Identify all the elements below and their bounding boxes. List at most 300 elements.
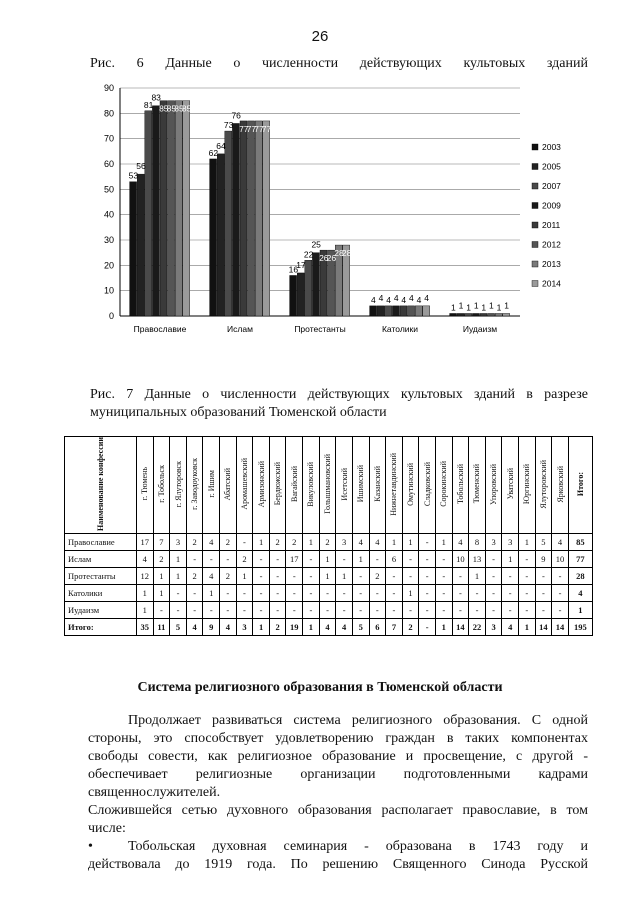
data-label: 4 xyxy=(378,292,384,303)
table-cell: 2 xyxy=(186,534,203,551)
bar xyxy=(488,313,495,316)
paragraph-line: Тобольская духовная семинария - образована в 1743 году и xyxy=(128,839,588,854)
table-cell: - xyxy=(419,568,436,585)
page-number: 26 xyxy=(311,28,329,45)
table-cell: - xyxy=(452,602,469,619)
table-cell: 22 xyxy=(469,619,486,636)
caption-word: действующих xyxy=(359,56,442,71)
table-cell: - xyxy=(303,568,320,585)
column-header-text: Юргинский xyxy=(522,463,532,505)
table-cell: 4 xyxy=(137,551,154,568)
table-cell: 2 xyxy=(269,534,286,551)
figure6-bar-chart xyxy=(80,78,600,348)
data-label: 85 xyxy=(166,103,177,114)
table-cell: - xyxy=(269,585,286,602)
table-cell: 2 xyxy=(286,534,303,551)
x-tick-label: Православие xyxy=(133,324,187,334)
y-tick-label: 30 xyxy=(103,235,114,245)
table-cell: - xyxy=(186,602,203,619)
paragraph-line: обеспечивает религиозные организации подготовленными кадрами xyxy=(88,767,588,782)
table-cell: 1 xyxy=(170,551,187,568)
table-column-header xyxy=(319,437,336,534)
table-cell: - xyxy=(485,568,502,585)
table-cell: 14 xyxy=(552,619,569,636)
data-label: 1 xyxy=(504,300,509,311)
table-cell: - xyxy=(170,602,187,619)
bar xyxy=(263,121,270,316)
data-label: 1 xyxy=(451,302,456,313)
bar xyxy=(423,306,430,316)
legend-swatch xyxy=(532,242,538,248)
row-label: Ислам xyxy=(65,551,137,568)
y-tick-label: 80 xyxy=(103,108,114,119)
table-cell: 1 xyxy=(303,534,320,551)
data-label: 53 xyxy=(128,170,139,181)
table-cell: 12 xyxy=(137,568,154,585)
table-cell: - xyxy=(386,568,403,585)
table-cell: 1 xyxy=(402,534,419,551)
table-cell: - xyxy=(336,602,353,619)
table-cell: - xyxy=(170,585,187,602)
bar xyxy=(240,121,247,316)
table-cell: - xyxy=(452,585,469,602)
legend-swatch xyxy=(532,144,538,150)
table-column-header xyxy=(153,437,170,534)
legend-label: 2009 xyxy=(542,200,561,211)
bar xyxy=(385,306,392,316)
table-cell: - xyxy=(552,602,569,619)
table-cell: - xyxy=(469,602,486,619)
data-label: 28 xyxy=(341,248,352,259)
table-row xyxy=(65,551,593,568)
table-column-header xyxy=(253,437,270,534)
table-cell: 4 xyxy=(568,585,592,602)
table-cell: - xyxy=(386,585,403,602)
table-cell: - xyxy=(535,602,552,619)
table-cell: - xyxy=(369,602,386,619)
y-tick-label: 90 xyxy=(103,83,114,93)
table-column-header xyxy=(170,437,187,534)
paragraph-line: действовала до 1919 года. По решению Священного Синода Русской xyxy=(88,857,588,872)
legend-swatch xyxy=(532,183,538,189)
table-cell: 1 xyxy=(170,568,187,585)
legend-label: 2014 xyxy=(542,278,561,289)
table-cell: 195 xyxy=(568,619,592,636)
column-header-text: Ялуторовский xyxy=(538,459,548,509)
table-cell: 7 xyxy=(153,534,170,551)
table-corner-header xyxy=(65,437,137,534)
table-cell: - xyxy=(336,585,353,602)
table-cell: - xyxy=(319,585,336,602)
table-cell: 1 xyxy=(568,602,592,619)
paragraph-3 xyxy=(88,838,588,874)
column-header-text: Бердюжский xyxy=(273,462,283,506)
legend-swatch xyxy=(532,281,538,287)
row-label: Протестанты xyxy=(65,568,137,585)
table-cell: - xyxy=(519,551,536,568)
table-cell: - xyxy=(236,534,253,551)
column-header-text: Викуловский xyxy=(306,461,316,507)
table-cell: - xyxy=(186,585,203,602)
bar xyxy=(290,275,297,316)
table-cell: 1 xyxy=(319,568,336,585)
table-cell: 9 xyxy=(535,551,552,568)
table-cell: - xyxy=(253,602,270,619)
legend-label: 2007 xyxy=(542,181,561,191)
x-tick-label: Ислам xyxy=(227,324,253,334)
row-label: Иудаизм xyxy=(65,602,137,619)
table-column-header xyxy=(402,437,419,534)
table-cell: 1 xyxy=(519,534,536,551)
table-cell: 2 xyxy=(220,568,237,585)
column-header-text: г. Тобольск xyxy=(156,465,166,503)
table-cell: 10 xyxy=(552,551,569,568)
table-cell: 1 xyxy=(386,534,403,551)
table-cell: 14 xyxy=(452,619,469,636)
column-header-text: Голышмановский xyxy=(323,454,332,514)
corner-header-text: Наименование конфессии xyxy=(96,437,105,531)
table-column-header xyxy=(519,437,536,534)
table-cell: - xyxy=(286,585,303,602)
table-cell: 2 xyxy=(369,568,386,585)
table-column-header xyxy=(552,437,569,534)
table-cell: - xyxy=(519,602,536,619)
table-cell: 4 xyxy=(203,568,220,585)
data-label: 85 xyxy=(159,103,169,114)
table-cell: - xyxy=(186,551,203,568)
table-cell: 2 xyxy=(220,534,237,551)
data-label: 4 xyxy=(393,292,399,303)
table-cell: 2 xyxy=(153,551,170,568)
bar xyxy=(472,313,479,316)
bar xyxy=(183,101,190,316)
table-cell: - xyxy=(419,551,436,568)
data-label: 77 xyxy=(261,123,272,134)
table-cell: 5 xyxy=(535,534,552,551)
table-cell: 5 xyxy=(170,619,187,636)
table-cell: 1 xyxy=(236,568,253,585)
table-cell: 4 xyxy=(220,619,237,636)
data-label: 76 xyxy=(231,110,241,121)
table-cell: - xyxy=(220,551,237,568)
table-cell: - xyxy=(269,602,286,619)
data-label: 1 xyxy=(466,302,471,313)
table-cell: - xyxy=(303,585,320,602)
legend-swatch xyxy=(532,203,538,209)
table-column-header xyxy=(535,437,552,534)
legend-label: 2011 xyxy=(542,220,561,230)
y-tick-label: 50 xyxy=(103,184,114,195)
y-tick-label: 60 xyxy=(103,159,114,169)
data-label: 56 xyxy=(136,161,146,172)
table-cell: 1 xyxy=(502,551,519,568)
table-cell: 4 xyxy=(352,534,369,551)
figure7-caption-line1: Рис. 7 Данные о численности действующих культовых зданий в разрезе xyxy=(90,387,588,402)
table-cell: - xyxy=(303,551,320,568)
table-row xyxy=(65,602,593,619)
column-header-text: Сладковский xyxy=(422,461,432,507)
x-tick-label: Иудаизм xyxy=(462,324,498,334)
paragraph-line: числе: xyxy=(88,821,126,836)
table-cell: 1 xyxy=(153,568,170,585)
data-label: 4 xyxy=(424,292,429,303)
data-label: 85 xyxy=(174,103,184,114)
legend-label: 2005 xyxy=(542,161,561,172)
table-cell: - xyxy=(469,585,486,602)
bar xyxy=(400,306,407,316)
table-cell: 28 xyxy=(568,568,592,585)
bar xyxy=(503,313,510,316)
table-cell: 19 xyxy=(286,619,303,636)
data-label: 1 xyxy=(496,302,502,313)
bar xyxy=(255,121,262,316)
data-label: 64 xyxy=(216,140,226,151)
table-cell: 5 xyxy=(352,619,369,636)
paragraph-line: Продолжает развиваться система религиозного образования. С одной xyxy=(128,713,588,728)
table-column-header xyxy=(435,437,452,534)
bar xyxy=(248,121,255,316)
table-cell: - xyxy=(419,534,436,551)
x-tick-label: Протестанты xyxy=(294,324,346,334)
table-cell: - xyxy=(286,568,303,585)
table-row xyxy=(65,585,593,602)
data-label: 1 xyxy=(473,300,479,311)
data-label: 1 xyxy=(489,300,494,311)
data-label: 1 xyxy=(481,302,487,313)
table-cell: - xyxy=(203,551,220,568)
table-cell: 1 xyxy=(203,585,220,602)
table-cell: - xyxy=(269,568,286,585)
table-column-header xyxy=(236,437,253,534)
bar xyxy=(152,106,159,316)
table-cell: 8 xyxy=(469,534,486,551)
legend-swatch xyxy=(532,164,538,170)
table-cell: - xyxy=(369,551,386,568)
figure7-caption xyxy=(90,386,588,422)
table-cell: 4 xyxy=(552,534,569,551)
table-cell: 77 xyxy=(568,551,592,568)
table-cell: - xyxy=(535,568,552,585)
column-header-text: г. Заводоуковск xyxy=(190,458,200,510)
column-header-text: Армизонский xyxy=(256,460,266,508)
table-cell: 3 xyxy=(485,619,502,636)
table-column-header xyxy=(203,437,220,534)
table-cell: - xyxy=(203,602,220,619)
table-cell: 2 xyxy=(236,551,253,568)
table-cell: 1 xyxy=(303,619,320,636)
table-column-header xyxy=(485,437,502,534)
table-cell: 9 xyxy=(203,619,220,636)
data-label: 62 xyxy=(208,147,219,158)
section-heading: Система религиозного образования в Тюменской области xyxy=(137,680,503,695)
bar xyxy=(160,101,167,316)
bar xyxy=(465,313,472,316)
table-cell: 4 xyxy=(336,619,353,636)
legend-swatch xyxy=(532,261,538,267)
bar xyxy=(377,306,384,316)
table-cell: 1 xyxy=(153,585,170,602)
bar xyxy=(480,313,487,316)
bar xyxy=(450,313,457,316)
table-cell: - xyxy=(419,585,436,602)
table-cell: - xyxy=(253,568,270,585)
table-cell: - xyxy=(236,585,253,602)
legend-swatch xyxy=(532,222,538,228)
table-cell: - xyxy=(519,585,536,602)
bar xyxy=(495,313,502,316)
table-cell: 1 xyxy=(253,619,270,636)
table-cell: - xyxy=(253,551,270,568)
table-row xyxy=(65,619,593,636)
bar xyxy=(415,306,422,316)
table-cell: - xyxy=(352,568,369,585)
paragraph-1 xyxy=(88,712,588,802)
bar xyxy=(168,101,175,316)
table-cell: 1 xyxy=(253,534,270,551)
caption-word: Данные xyxy=(165,56,212,71)
bar xyxy=(457,313,464,316)
table-cell: - xyxy=(419,619,436,636)
y-tick-label: 70 xyxy=(103,133,114,144)
table-cell: 1 xyxy=(519,619,536,636)
data-label: 22 xyxy=(303,249,314,260)
table-cell: - xyxy=(435,585,452,602)
table-cell: - xyxy=(452,568,469,585)
data-label: 73 xyxy=(223,120,234,131)
table-cell: 4 xyxy=(203,534,220,551)
column-header-text: Омутинский xyxy=(406,462,416,506)
table-cell: 17 xyxy=(137,534,154,551)
table-cell: 2 xyxy=(269,619,286,636)
table-cell: - xyxy=(552,585,569,602)
data-label: 26 xyxy=(326,253,337,264)
table-cell: - xyxy=(435,551,452,568)
table-cell: - xyxy=(402,568,419,585)
table-column-header xyxy=(419,437,436,534)
data-label: 4 xyxy=(386,294,391,305)
column-header-text: г. Ишим xyxy=(206,470,216,498)
table-cell: - xyxy=(352,602,369,619)
x-tick-label: Католики xyxy=(381,324,419,334)
table-column-header xyxy=(303,437,320,534)
data-label: 77 xyxy=(254,123,264,134)
legend-label: 2013 xyxy=(542,259,561,269)
column-header-text: Вагайский xyxy=(289,466,299,502)
bar xyxy=(137,174,144,316)
table-cell: 35 xyxy=(137,619,154,636)
column-header-text: Абатский xyxy=(223,467,233,501)
y-tick-label: 20 xyxy=(103,260,114,271)
table-cell: 6 xyxy=(369,619,386,636)
data-label: 85 xyxy=(181,103,192,114)
column-header-text: Исетский xyxy=(339,467,349,501)
row-label: Итого: xyxy=(65,619,137,636)
table-cell: 1 xyxy=(137,585,154,602)
bar xyxy=(408,306,415,316)
column-header-text: Итого: xyxy=(575,471,585,497)
caption-word: Рис. xyxy=(90,56,115,71)
bar xyxy=(130,182,137,316)
paragraph-2 xyxy=(88,802,588,838)
table-cell: 1 xyxy=(402,585,419,602)
table-cell: - xyxy=(485,551,502,568)
table-cell: 1 xyxy=(435,619,452,636)
table-cell: 4 xyxy=(369,534,386,551)
table-column-header xyxy=(352,437,369,534)
table-cell: - xyxy=(369,585,386,602)
table-column-header xyxy=(137,437,154,534)
table-cell: - xyxy=(319,602,336,619)
table-cell: - xyxy=(220,602,237,619)
data-label: 77 xyxy=(246,123,257,134)
bar xyxy=(392,306,399,316)
column-header-text: г. Ялуторовск xyxy=(173,460,183,508)
data-label: 4 xyxy=(409,292,414,303)
y-tick-label: 10 xyxy=(103,285,114,296)
table-cell: - xyxy=(552,568,569,585)
table-cell: - xyxy=(535,585,552,602)
legend-label: 2003 xyxy=(542,142,561,152)
paragraph-line: свободы совести, как религиозное образование и просвещение, с другой - xyxy=(88,749,588,764)
table-cell: - xyxy=(402,551,419,568)
table-cell: 1 xyxy=(336,568,353,585)
table-column-header xyxy=(469,437,486,534)
table-cell: 2 xyxy=(319,534,336,551)
data-label: 77 xyxy=(239,123,249,134)
table-cell: 4 xyxy=(319,619,336,636)
paragraph-line: Сложившейся сетью духовного образования располагает православие, в том xyxy=(88,803,588,818)
table-cell: - xyxy=(236,602,253,619)
column-header-text: Тюменский xyxy=(472,464,482,504)
table-cell: 1 xyxy=(435,534,452,551)
paragraph-line: священнослужителей. xyxy=(88,785,221,800)
row-label: Православие xyxy=(65,534,137,551)
data-label: 1 xyxy=(458,300,464,311)
table-cell: - xyxy=(502,568,519,585)
table-cell: - xyxy=(386,602,403,619)
paragraph-line: стороны, это способствует удовлетворению граждан в таких компонентах xyxy=(88,731,588,746)
table-cell: - xyxy=(253,585,270,602)
table-cell: 7 xyxy=(386,619,403,636)
table-cell: - xyxy=(519,568,536,585)
table-cell: - xyxy=(435,602,452,619)
table-column-header xyxy=(568,437,592,534)
data-label: 83 xyxy=(151,92,161,103)
bar xyxy=(297,273,304,316)
data-label: 4 xyxy=(401,294,407,305)
figure7-caption-line2: муниципальных образований Тюменской области xyxy=(90,405,387,420)
table-cell: - xyxy=(502,602,519,619)
column-header-text: Уватский xyxy=(505,468,515,500)
bar xyxy=(145,111,152,316)
table-column-header xyxy=(386,437,403,534)
table-cell: - xyxy=(220,585,237,602)
table-cell: 2 xyxy=(186,568,203,585)
table-column-header xyxy=(269,437,286,534)
bar xyxy=(305,260,312,316)
table-column-header xyxy=(336,437,353,534)
table-cell: 14 xyxy=(535,619,552,636)
column-header-text: Аромашевский xyxy=(239,458,249,510)
table-cell: 1 xyxy=(352,551,369,568)
caption-word: 6 xyxy=(136,56,144,71)
table-column-header xyxy=(186,437,203,534)
caption-word: численности xyxy=(262,56,339,71)
legend-label: 2012 xyxy=(542,239,561,250)
table-cell: 2 xyxy=(402,619,419,636)
column-header-text: Нижнетавдинский xyxy=(389,452,399,516)
data-label: 25 xyxy=(311,239,321,250)
